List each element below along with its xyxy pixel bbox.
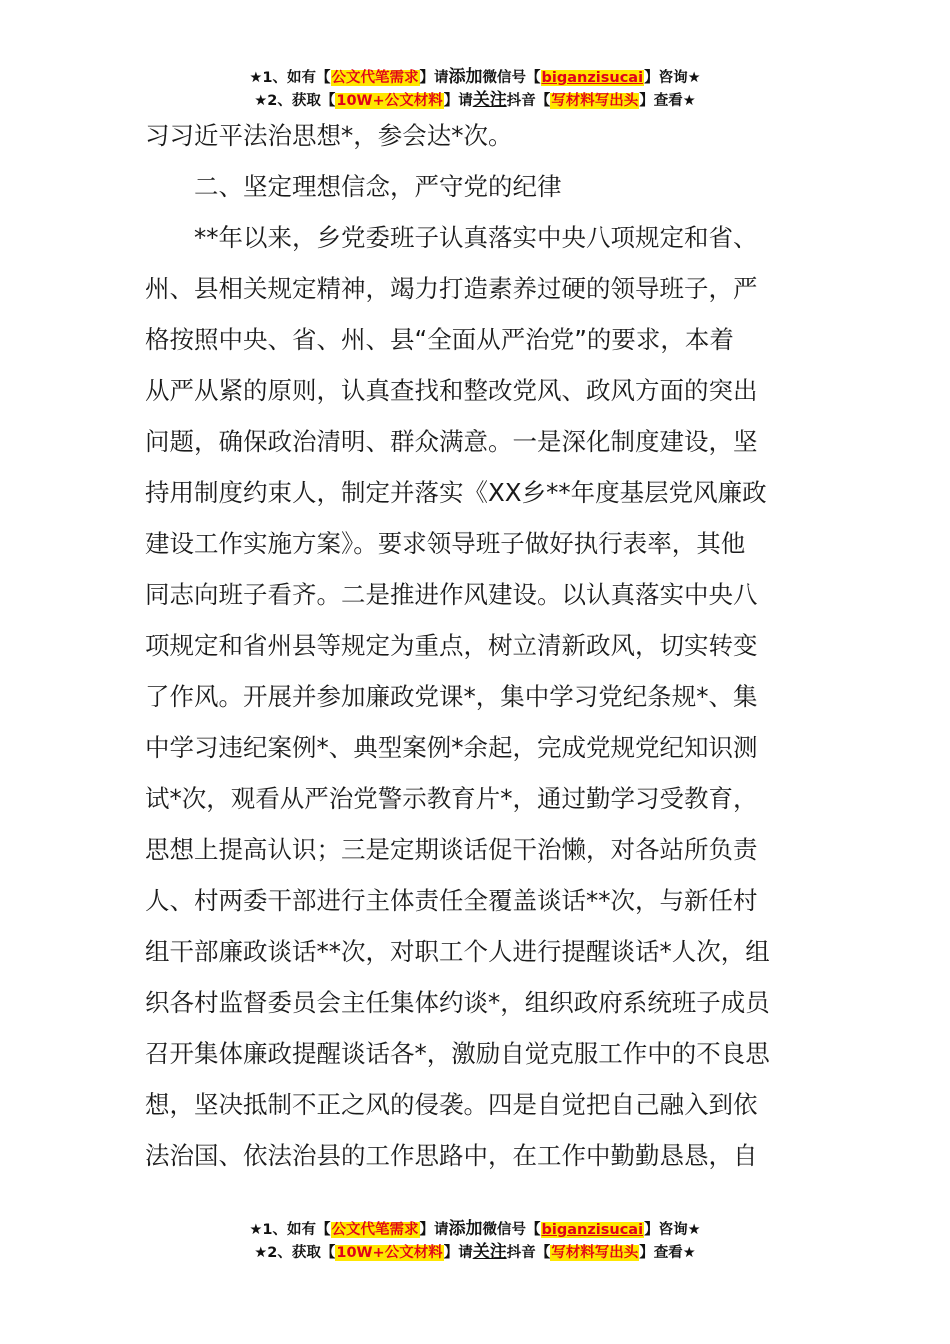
body-line: 召开集体廉政提醒谈话各*，激励自觉克服工作中的不良思 xyxy=(145,1039,770,1068)
header-line-1-prefix: ★1、如有【 xyxy=(249,70,331,86)
document-body xyxy=(145,110,810,1181)
body-line: 中学习违纪案例*、典型案例*余起，完成党规党纪知识测 xyxy=(145,733,758,762)
header-line-1-suffix: 】咨询★ xyxy=(644,70,701,86)
section-heading: 二、坚定理想信念，严守党的纪律 xyxy=(194,172,562,201)
body-line: 法治国、依法治县的工作思路中，在工作中勤勤恳恳，自 xyxy=(145,1141,758,1170)
footer-line-1-emphasis: 添加 xyxy=(448,1219,483,1239)
body-line: 思想上提高认识；三是定期谈话促干治懒，对各站所负责 xyxy=(145,835,758,864)
body-line: 人、村两委干部进行主体责任全覆盖谈话**次，与新任村 xyxy=(145,886,758,915)
body-line: 试*次，观看从严治党警示教育片*，通过勤学习受教育， xyxy=(145,784,758,813)
footer-line-2-prefix: ★2、获取【 xyxy=(254,1245,336,1261)
body-line: 格按照中央、省、州、县“全面从严治党”的要求，本着 xyxy=(145,325,734,354)
footer-line-2-text: 】请 xyxy=(443,1245,473,1261)
footer-highlight-materials: 10W+公文材料 xyxy=(336,1245,443,1261)
footer-banner xyxy=(0,1218,950,1264)
footer-line-1-text-2: 微信号【 xyxy=(482,1222,541,1238)
footer-line-1-suffix: 】咨询★ xyxy=(644,1222,701,1238)
header-line-2-text: 】请 xyxy=(443,93,473,109)
footer-line-2 xyxy=(0,1241,950,1264)
header-line-2-suffix: 】查看★ xyxy=(639,93,696,109)
body-line: 问题，确保政治清明、群众满意。一是深化制度建设，坚 xyxy=(145,427,758,456)
header-line-2 xyxy=(0,89,950,112)
header-line-2-text-2: 抖音【 xyxy=(506,93,551,109)
body-line: 习习近平法治思想*，参会达*次。 xyxy=(145,121,513,150)
header-highlight-douyin[interactable]: 写材料写出头 xyxy=(551,93,639,109)
header-banner xyxy=(0,66,950,112)
body-line: **年以来，乡党委班子认真落实中央八项规定和省、 xyxy=(194,223,758,252)
footer-line-1 xyxy=(0,1218,950,1241)
header-highlight-wechat-id[interactable]: biganzisucai xyxy=(541,70,644,86)
footer-highlight-douyin[interactable]: 写材料写出头 xyxy=(551,1245,639,1261)
header-highlight-materials: 10W+公文材料 xyxy=(336,93,443,109)
header-highlight-service: 公文代笔需求 xyxy=(331,70,419,86)
body-line: 想，坚决抵制不正之风的侵袭。四是自觉把自己融入到依 xyxy=(145,1090,758,1119)
header-line-2-prefix: ★2、获取【 xyxy=(254,93,336,109)
body-line: 持用制度约束人，制定并落实《XX乡**年度基层党风廉政 xyxy=(145,478,767,507)
body-line: 组干部廉政谈话**次，对职工个人进行提醒谈话*人次，组 xyxy=(145,937,770,966)
footer-line-2-text-2: 抖音【 xyxy=(506,1245,551,1261)
header-line-1-emphasis: 添加 xyxy=(448,67,483,87)
header-line-1-text: 】请 xyxy=(419,70,449,86)
footer-highlight-wechat-id[interactable]: biganzisucai xyxy=(541,1222,644,1238)
body-line: 州、县相关规定精神，竭力打造素养过硬的领导班子，严 xyxy=(145,274,758,303)
footer-line-1-prefix: ★1、如有【 xyxy=(249,1222,331,1238)
footer-line-2-suffix: 】查看★ xyxy=(639,1245,696,1261)
body-line: 从严从紧的原则，认真查找和整改党风、政风方面的突出 xyxy=(145,376,758,405)
footer-highlight-service: 公文代笔需求 xyxy=(331,1222,419,1238)
footer-line-2-emphasis: 关注 xyxy=(472,1242,507,1262)
footer-line-1-text: 】请 xyxy=(419,1222,449,1238)
body-line: 织各村监督委员会主任集体约谈*，组织政府系统班子成员 xyxy=(145,988,770,1017)
body-line: 了作风。开展并参加廉政党课*，集中学习党纪条规*、集 xyxy=(145,682,758,711)
header-line-1-text-2: 微信号【 xyxy=(482,70,541,86)
body-line: 同志向班子看齐。二是推进作风建设。以认真落实中央八 xyxy=(145,580,758,609)
header-line-1 xyxy=(0,66,950,89)
header-line-2-emphasis: 关注 xyxy=(472,90,507,110)
body-line: 项规定和省州县等规定为重点，树立清新政风，切实转变 xyxy=(145,631,758,660)
body-line: 建设工作实施方案》。要求领导班子做好执行表率，其他 xyxy=(145,529,746,558)
